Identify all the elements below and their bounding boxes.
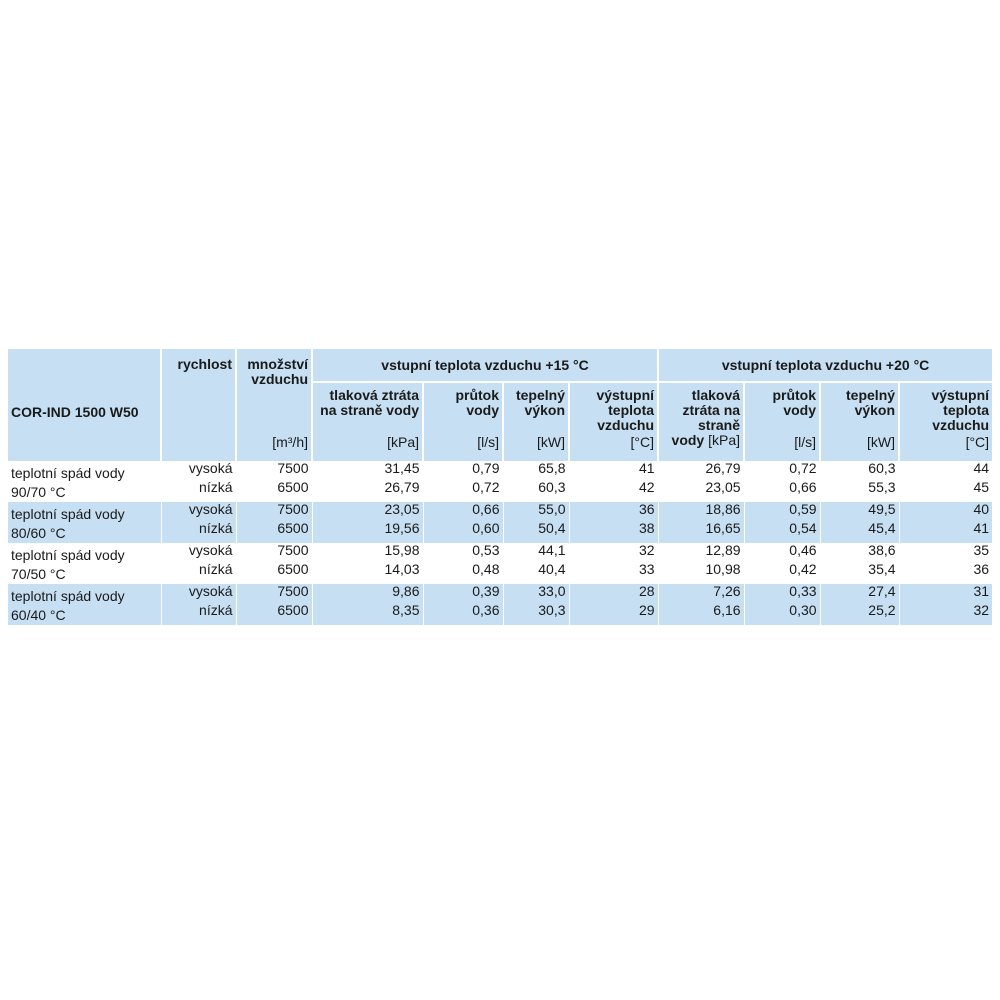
pressure-drop-label-g2: tlaková ztráta na straně: [682, 387, 741, 433]
pressure-drop-15-cell: 26,79: [312, 480, 423, 502]
pressure-drop-header-g2: [658, 382, 744, 461]
heat-output-header-g2: tepelný výkon: [820, 382, 899, 435]
water-gradient-label: teplotní spád vody 90/70 °C: [8, 461, 161, 502]
power-unit: [kW]: [503, 435, 569, 461]
pressure-drop-20-cell: 23,05: [658, 480, 744, 502]
speed-cell: nízká: [161, 521, 236, 543]
pressure-drop-15-cell: 15,98: [312, 543, 423, 562]
pressure-drop-15-cell: 31,45: [312, 461, 423, 480]
heat-output-20-cell: 55,3: [820, 480, 899, 502]
outlet-temp-20-cell: 32: [973, 602, 990, 619]
speed-cell: vysoká: [161, 461, 236, 480]
pressure-drop-20-cell: 6,16: [658, 603, 744, 625]
pressure-drop-15-cell: 8,35: [312, 603, 423, 625]
air-volume-cell: 7500: [236, 461, 312, 480]
pressure-drop-20-cell: 26,79: [658, 461, 744, 480]
water-flow-15-cell: 0,48: [423, 562, 503, 584]
outlet-temp-20-cell: 36: [973, 561, 990, 578]
pressure-drop-20-cell: 7,26: [658, 584, 744, 603]
pressure-drop-20-cell: 16,65: [658, 521, 744, 543]
water-flow-15-cell: 0,79: [423, 461, 503, 480]
air-volume-cell: 6500: [236, 562, 312, 584]
heat-output-20-cell: 38,6: [820, 543, 899, 562]
water-flow-20-cell: 0,72: [744, 461, 820, 480]
water-flow-15-cell: 0,53: [423, 543, 503, 562]
water-flow-20-cell: 0,33: [744, 584, 820, 603]
air-volume-cell: 6500: [236, 521, 312, 543]
outlet-temp-20-cell: 44: [973, 460, 990, 476]
air-volume-unit: [m³/h]: [236, 435, 312, 461]
outlet-temp-15-cell: 29: [569, 603, 658, 625]
air-volume-cell: 6500: [236, 480, 312, 502]
group2-header: vstupní teplota vzduchu +20 °C: [658, 349, 992, 382]
heat-output-15-cell: 33,0: [503, 584, 569, 603]
water-flow-15-cell: 0,39: [423, 584, 503, 603]
water-flow-20-cell: 0,42: [744, 562, 820, 584]
outlet-temp-20-cell: 45: [973, 479, 990, 496]
speed-cell: vysoká: [161, 543, 236, 562]
temp-unit-g2: [°C]: [899, 435, 992, 461]
pressure-drop-20-cell: 10,98: [658, 562, 744, 584]
outlet-temp-15-cell: 38: [569, 521, 658, 543]
heat-output-15-cell: 65,8: [503, 461, 569, 480]
heat-output-15-cell: 50,4: [503, 521, 569, 543]
water-flow-header: průtok vody: [423, 382, 503, 435]
water-flow-20-cell: 0,54: [744, 521, 820, 543]
pressure-drop-15-cell: 19,56: [312, 521, 423, 543]
air-volume-header: množství vzduchu: [236, 349, 312, 435]
outlet-temp-15-cell: 33: [569, 562, 658, 584]
pressure-drop-label-g2-end: vody: [671, 432, 705, 448]
heat-output-20-cell: 60,3: [820, 461, 899, 480]
water-flow-20-cell: 0,59: [744, 502, 820, 521]
heat-output-20-cell: 35,4: [820, 562, 899, 584]
pressure-drop-header: tlaková ztráta na straně vody: [312, 382, 423, 435]
flow-unit-g2: [l/s]: [744, 435, 820, 461]
speed-cell: nízká: [161, 603, 236, 625]
outlet-temp-20-cell: 40: [973, 501, 990, 517]
air-volume-cell: 7500: [236, 502, 312, 521]
outlet-temp-15-cell: 28: [569, 584, 658, 603]
performance-table: [8, 349, 992, 625]
heat-output-20-cell: 49,5: [820, 502, 899, 521]
water-gradient-label: teplotní spád vody 60/40 °C: [8, 584, 161, 625]
water-gradient-label: teplotní spád vody 70/50 °C: [8, 543, 161, 584]
water-flow-15-cell: 0,66: [423, 502, 503, 521]
speed-cell: nízká: [161, 480, 236, 502]
pressure-drop-20-cell: 12,89: [658, 543, 744, 562]
speed-cell: nízká: [161, 562, 236, 584]
water-gradient-label: teplotní spád vody 80/60 °C: [8, 502, 161, 543]
water-flow-15-cell: 0,36: [423, 603, 503, 625]
heat-output-20-cell: 27,4: [820, 584, 899, 603]
water-flow-header-g2: průtok vody: [744, 382, 820, 435]
outlet-temp-20-cell: 31: [973, 583, 990, 599]
outlet-temp-header-g2: výstupní teplota vzduchu: [899, 382, 992, 435]
water-flow-15-cell: 0,72: [423, 480, 503, 502]
model-name: COR-IND 1500 W50: [8, 349, 161, 461]
heat-output-15-cell: 40,4: [503, 562, 569, 584]
speed-cell: vysoká: [161, 502, 236, 521]
table-body: [8, 461, 992, 625]
outlet-temp-15-cell: 36: [569, 502, 658, 521]
outlet-temp-20-cell: 35: [973, 542, 990, 558]
flow-unit: [l/s]: [423, 435, 503, 461]
outlet-temp-header: výstupní teplota vzduchu: [569, 382, 658, 435]
air-volume-cell: 7500: [236, 543, 312, 562]
speed-header: rychlost: [161, 349, 236, 461]
air-volume-cell: 7500: [236, 584, 312, 603]
table-row: [8, 543, 992, 562]
water-flow-15-cell: 0,60: [423, 521, 503, 543]
heat-output-20-cell: 25,2: [820, 603, 899, 625]
heat-output-15-cell: 55,0: [503, 502, 569, 521]
table-header: [8, 349, 992, 461]
air-volume-cell: 6500: [236, 603, 312, 625]
table-row: [8, 584, 992, 603]
outlet-temp-15-cell: 42: [569, 480, 658, 502]
pressure-drop-20-cell: 18,86: [658, 502, 744, 521]
heat-output-20-cell: 45,4: [820, 521, 899, 543]
pressure-drop-15-cell: 9,86: [312, 584, 423, 603]
pressure-drop-15-cell: 14,03: [312, 562, 423, 584]
water-flow-20-cell: 0,30: [744, 603, 820, 625]
temp-unit: [°C]: [569, 435, 658, 461]
speed-cell: vysoká: [161, 584, 236, 603]
heat-output-header: tepelný výkon: [503, 382, 569, 435]
pressure-drop-15-cell: 23,05: [312, 502, 423, 521]
pressure-unit: [kPa]: [312, 435, 423, 461]
group1-header: vstupní teplota vzduchu +15 °C: [312, 349, 658, 382]
heat-output-15-cell: 60,3: [503, 480, 569, 502]
table-row: [8, 461, 992, 480]
heat-output-15-cell: 30,3: [503, 603, 569, 625]
water-flow-20-cell: 0,66: [744, 480, 820, 502]
heat-output-15-cell: 44,1: [503, 543, 569, 562]
power-unit-g2: [kW]: [820, 435, 899, 461]
pressure-unit-g2: [kPa]: [708, 432, 741, 448]
table-row: [8, 502, 992, 521]
outlet-temp-15-cell: 41: [569, 461, 658, 480]
outlet-temp-15-cell: 32: [569, 543, 658, 562]
water-flow-20-cell: 0,46: [744, 543, 820, 562]
outlet-temp-20-cell: 41: [973, 520, 990, 537]
